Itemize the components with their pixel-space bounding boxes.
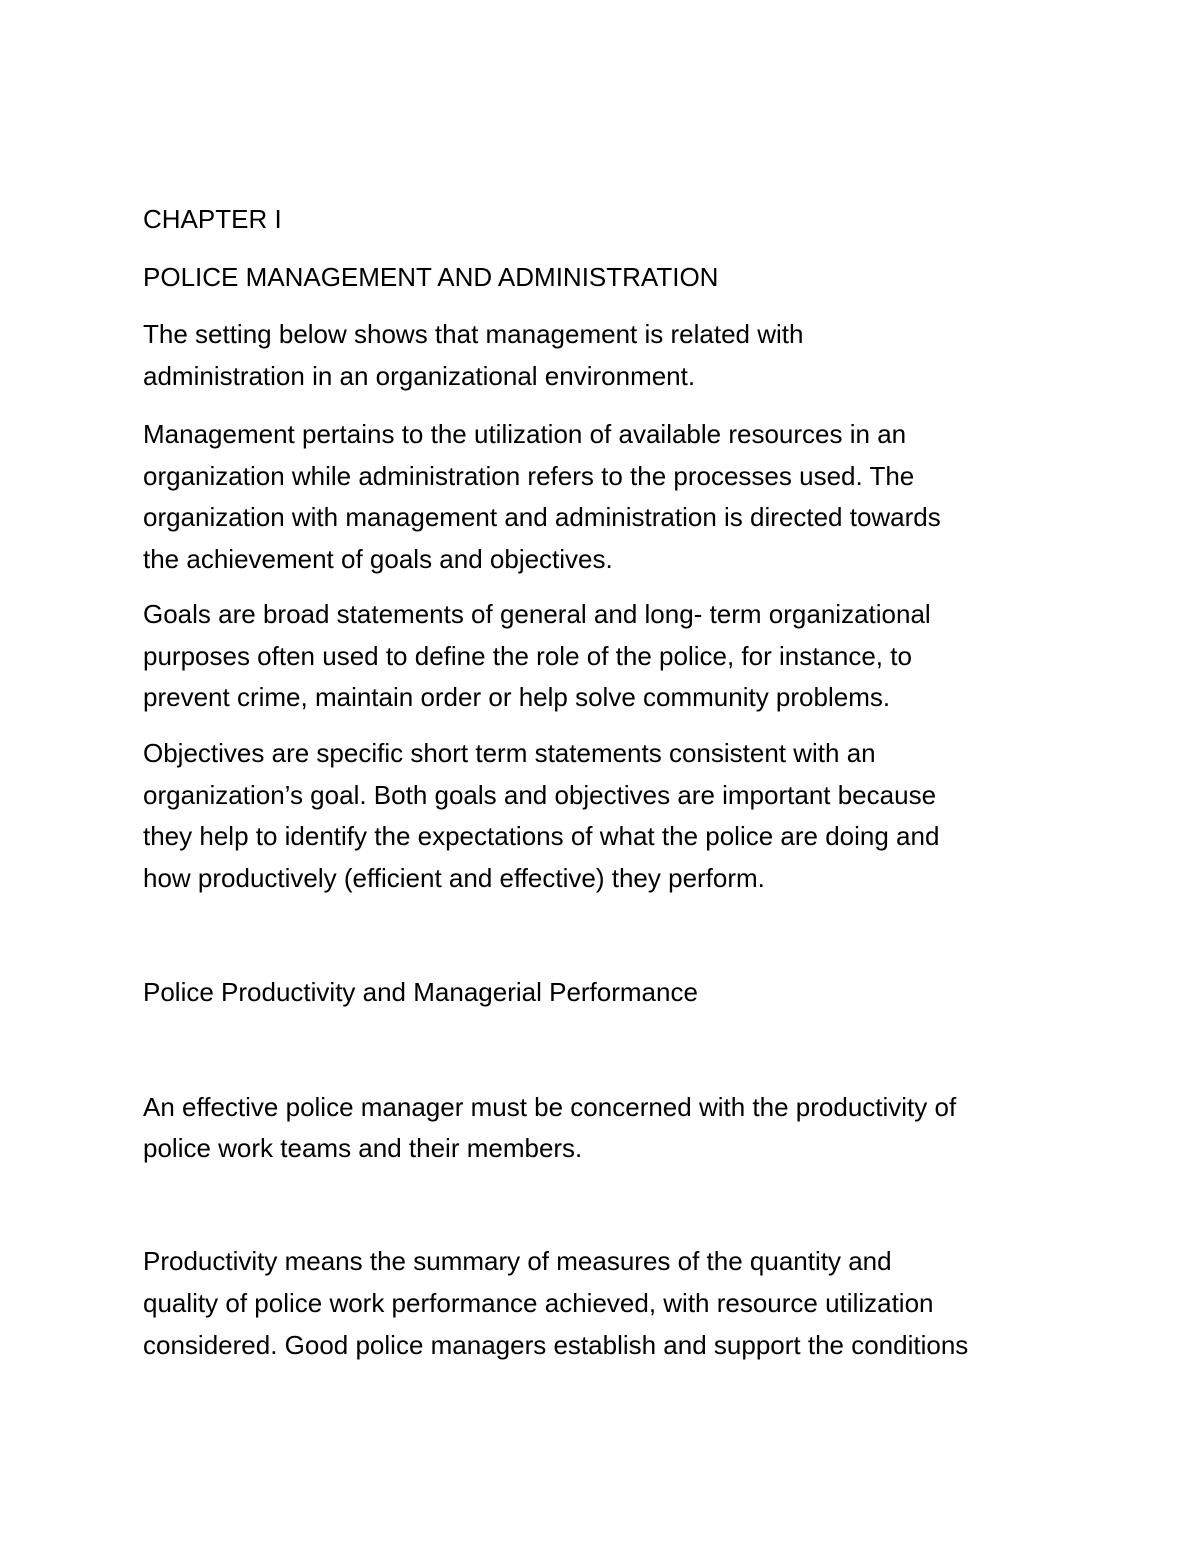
paragraph-line: organization while administration refers to the processes used. The xyxy=(143,461,915,491)
paragraph-line: the achievement of goals and objectives. xyxy=(143,544,613,574)
paragraph-line: Productivity means the summary of measures of the quantity and xyxy=(143,1246,892,1276)
paragraph-line: police work teams and their members. xyxy=(143,1133,583,1163)
chapter-label: CHAPTER I xyxy=(143,204,282,234)
paragraph-line: organization with management and administration is directed towards xyxy=(143,502,941,532)
paragraph-line: The setting below shows that management is related with xyxy=(143,319,804,349)
paragraph-line: An effective police manager must be concerned with the productivity of xyxy=(143,1092,957,1122)
chapter-title: POLICE MANAGEMENT AND ADMINISTRATION xyxy=(143,262,719,292)
paragraph-line: how productively (efficient and effective) they perform. xyxy=(143,863,765,893)
paragraph-line: Management pertains to the utilization of available resources in an xyxy=(143,419,907,449)
paragraph-line: quality of police work performance achieved, with resource utilization xyxy=(143,1288,934,1318)
paragraph-line: Goals are broad statements of general and long- term organizational xyxy=(143,599,931,629)
paragraph-line: prevent crime, maintain order or help solve community problems. xyxy=(143,682,891,712)
paragraph-line: they help to identify the expectations of what the police are doing and xyxy=(143,821,940,851)
paragraph-line: organization’s goal. Both goals and objectives are important because xyxy=(143,780,937,810)
paragraph-line: purposes often used to define the role of the police, for instance, to xyxy=(143,641,912,671)
section-heading: Police Productivity and Managerial Performance xyxy=(143,977,698,1007)
paragraph-line: considered. Good police managers establish and support the conditions xyxy=(143,1330,969,1360)
paragraph-line: Objectives are specific short term statements consistent with an xyxy=(143,738,876,768)
paragraph-line: administration in an organizational environment. xyxy=(143,361,696,391)
